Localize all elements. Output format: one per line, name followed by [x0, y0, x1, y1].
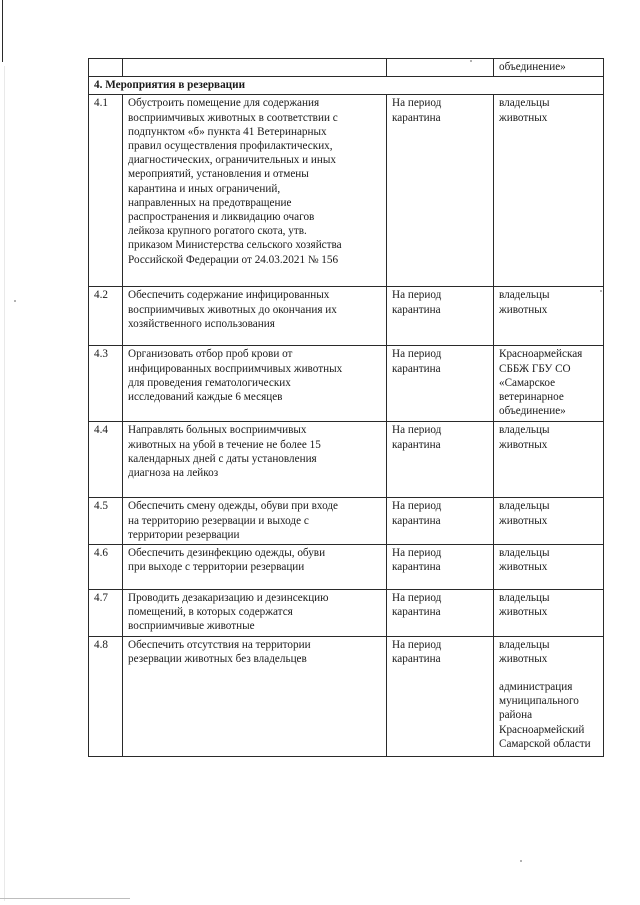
measure-text: Обустроить помещение для содержания восприимчивых животных в соответствии с подпунктом «б» пункта 41 Ветеринарных правил осуществления профилактических, диагностических, ограничительных и иных мероприятий, установления и отмены карантина и иных ограничений, направленных на предотвращение распространения и ликвидацию очагов лейкоза крупного рогатого скота, утв. приказом Министерства сельского хозяйства Российской Федерации от 24.03.2021 № 156	[128, 97, 342, 266]
row-number: 4.5	[89, 498, 123, 545]
scan-speck	[520, 860, 522, 862]
period-text: На период карантина	[392, 348, 442, 375]
cell-responsible: объединение»	[494, 59, 604, 77]
measure-text: Обеспечить содержание инфицированных восприимчивых животных до окончания их хозяйственного использования	[128, 289, 337, 330]
responsible-text: владельцы животных	[499, 500, 550, 527]
row-number: 4.7	[89, 590, 123, 637]
period-text: На период карантина	[392, 638, 442, 665]
period-text: На период карантина	[392, 97, 442, 124]
table-row	[89, 590, 604, 637]
measure-text: Организовать отбор проб крови от инфицированных восприимчивых животных для проведения гематологических исследований каждые 6 месяцев	[128, 348, 343, 404]
row-number: 4.2	[89, 287, 123, 346]
row-number: 4.8	[89, 636, 123, 756]
margin-mark	[2, 0, 3, 62]
table-row	[89, 422, 604, 498]
row-number: 4.1	[89, 95, 123, 287]
table-row	[89, 545, 604, 590]
measure-text: Обеспечить дезинфекцию одежды, обуви при выходе с территории резервации	[128, 547, 326, 574]
cell-num	[89, 59, 123, 77]
period-text: На период карантина	[392, 547, 442, 574]
measures-table	[88, 58, 604, 757]
table-row	[89, 636, 604, 756]
scan-edge	[4, 66, 5, 901]
table-row	[89, 95, 604, 287]
period-text: На период карантина	[392, 500, 442, 527]
bottom-rule	[0, 898, 130, 899]
responsible-text: владельцы животных	[499, 547, 550, 574]
responsible-text: владельцы животных	[499, 592, 550, 619]
responsible-extra-text: администрация муниципального района Красноармейский Самарской области	[499, 681, 591, 750]
period-text: На период карантина	[392, 424, 442, 451]
cell-period	[387, 59, 494, 77]
responsible-text: владельцы животных	[499, 97, 550, 124]
measure-text: Обеспечить смену одежды, обуви при входе на территорию резервации и выходе с территории резервации	[128, 500, 339, 541]
section-header-row	[89, 77, 604, 95]
table-row-continued	[89, 59, 604, 77]
measure-text: Направлять больных восприимчивых животных на убой в течение не более 15 календарных дней с даты установления диагноза на лейкоз	[128, 424, 321, 480]
scan-speck	[14, 300, 16, 302]
measure-text: Проводить дезакаризацию и дезинсекцию помещений, в которых содержатся восприимчивые животные	[128, 592, 329, 633]
row-number: 4.3	[89, 346, 123, 422]
cell-measure	[123, 59, 387, 77]
period-text: На период карантина	[392, 592, 442, 619]
table-row	[89, 287, 604, 346]
responsible-text: владельцы животных	[499, 289, 550, 316]
measure-text: Обеспечить отсутствия на территории резервации животных без владельцев	[128, 638, 311, 665]
row-number: 4.6	[89, 545, 123, 590]
responsible-text: Красноармейская СББЖ ГБУ СО «Самарское ветеринарное объединение»	[499, 348, 583, 418]
period-text: На период карантина	[392, 289, 442, 316]
row-number: 4.4	[89, 422, 123, 498]
section-title: 4. Мероприятия в резервации	[89, 77, 604, 95]
responsible-text: владельцы животных	[499, 638, 550, 665]
table-row	[89, 346, 604, 422]
table-row	[89, 498, 604, 545]
responsible-text: владельцы животных	[499, 424, 550, 451]
